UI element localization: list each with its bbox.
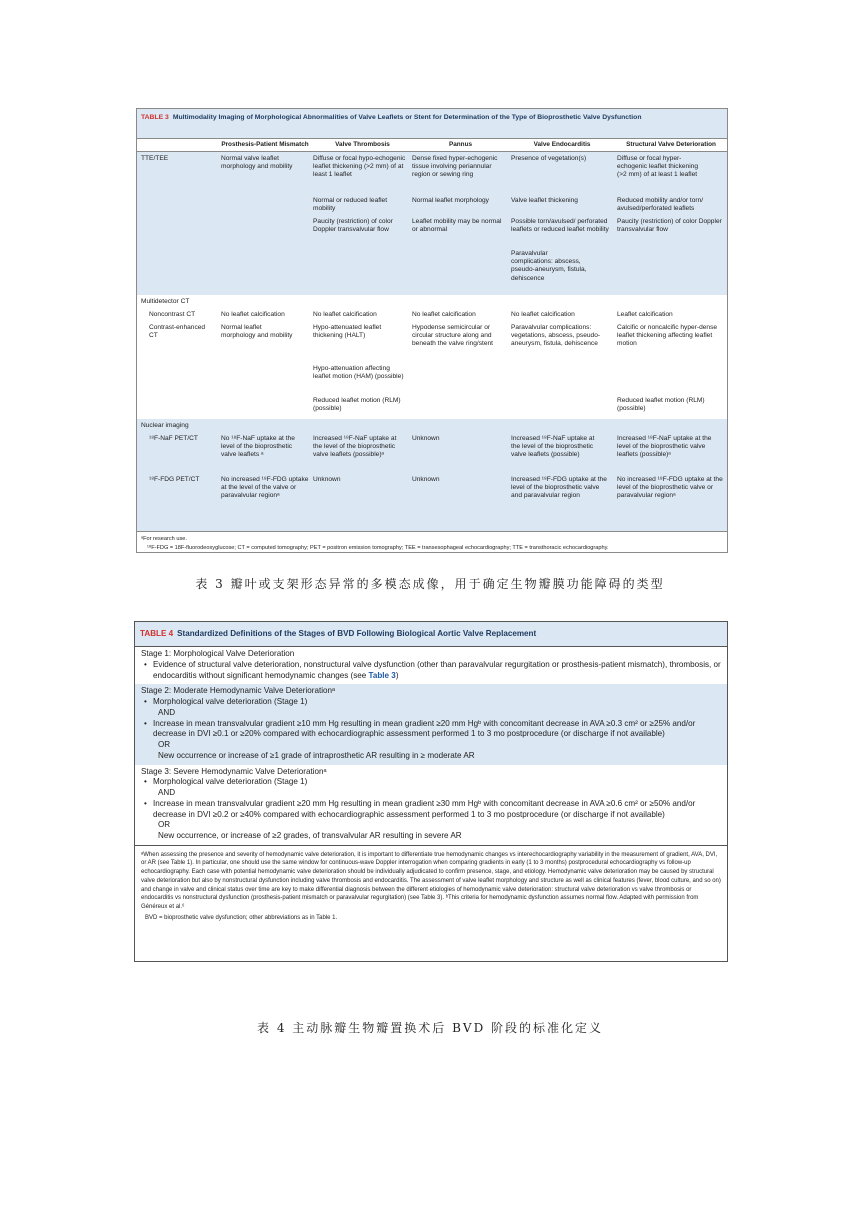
footnote: BVD = bioprosthetic valve dysfunction; other abbreviations as in Table 1. (145, 914, 338, 921)
cell: Leaflet calcification (617, 311, 673, 318)
section-nuclear-imaging: Nuclear imaging (141, 422, 189, 429)
table-4-chinese-caption: 表 4 主动脉瓣生物瓣置换术后 BVD 阶段的标准化定义 (257, 1021, 603, 1035)
col-header-svd: Structural Valve Deterioration (626, 141, 716, 148)
stage-3-bullet: • Morphological valve deterioration (Stage 1) (141, 777, 721, 788)
cell: No increased ¹⁸F-FDG uptake at the level of the bioprosthetic valve or paravalvular regionᵃ (617, 476, 723, 500)
cell: Valve leaflet thickening (511, 197, 578, 204)
row-label-noncontrast-ct: Noncontrast CT (149, 311, 196, 318)
cell: Unknown (313, 476, 341, 483)
cell: No increased ¹⁸F-FDG uptake at the level of the valve or paravalvular regionᵃ (221, 476, 309, 500)
table-4-label: TABLE 4 (140, 629, 174, 638)
cell: Normal or reduced leaflet mobility (313, 197, 388, 213)
table-3-caption (137, 109, 727, 139)
stage-2-title: Stage 2: Moderate Hemodynamic Valve Deteriorationᵃ (141, 686, 336, 696)
cell: Normal valve leaflet morphology and mobility (221, 155, 293, 171)
table-3-chinese-caption: 表 3 瓣叶或支架形态异常的多模态成像，用于确定生物瓣膜功能障碍的类型 (195, 577, 665, 591)
stage-2-or: OR (158, 740, 171, 749)
cell: Presence of vegetation(s) (511, 155, 587, 162)
cell: Increased ¹⁸F-NaF uptake at the level of the bioprosthetic valve leaflets (possible)ᵃ (313, 435, 397, 459)
table-4-footnotes (135, 845, 727, 928)
stage-2-ar: New occurrence or increase of ≥1 grade of intraprosthetic AR resulting in ≥ moderate AR (158, 750, 475, 760)
stage-2-bullet: • Morphological valve deterioration (Stage 1) (141, 697, 721, 708)
cell: No leaflet calcification (511, 311, 575, 318)
col-header-endocarditis: Valve Endocarditis (533, 141, 591, 148)
cell: Increased ¹⁸F-NaF uptake at the level of the bioprosthetic valve leaflets (possible) (511, 435, 595, 459)
stage-2-and: AND (158, 707, 176, 717)
table-4-title: Standardized Definitions of the Stages of BVD Following Biological Aortic Valve Replacement (177, 629, 537, 638)
cell: Diffuse or focal hyper-echogenic leaflet thickening (>2 mm) of at least 1 leaflet (617, 155, 699, 179)
table-3-label: TABLE 3 (141, 114, 169, 121)
stage-3-or: OR (158, 820, 171, 830)
cell: Diffuse or focal hypo-echogenic leaflet thickening (>2 mm) of at least 1 leaflet (313, 155, 406, 179)
table-4-caption (135, 622, 727, 647)
cell: Paucity (restriction) of color Doppler transvalvular flow (617, 218, 722, 234)
stage-3 (135, 765, 727, 845)
table-3-footnotes (137, 531, 727, 553)
cell: Unknown (412, 435, 440, 442)
cell: Paravalvular complications: abscess, pseudo-aneurysm, fistula, dehiscence (511, 250, 587, 282)
cell: Hypo-attenuation affecting leaflet motion (HAM) (possible) (313, 365, 404, 381)
footnote: ᵃWhen assessing the presence and severity of hemodynamic valve deterioration, it is important to differentiate true hemodynamic changes vs interechocardiography variability in the measurement of gradient, AVA, DVI, or AR (see Table 1). In particular, one should use the same window for continuous-wave Doppler interrogation when comparing gradients in early (1 to 3 months) postprocedural echocardiography vs follow-up echocardiography. Each case with potential hemodynamic valve deterioration should be individually adjudicated to confirm presence, stage, and etiology. Hemodynamic valve deterioration may be caused by structural valve deterioration but also by nonstructural dysfunction including valve thrombosis and endocarditis. The assessment of valve leaflet morphology and structure as well as clinical features (fever, blood culture, and so on) and change in valve and clinical status over time are key to make differential diagnosis between the different etiologies of hemodynamic valve deterioration: structural valve deterioration vs valve thrombosis or endocarditis vs nonstructural dysfunction (prosthesis-patient mismatch or paravalvular regurgitation) (see Table 3). ᵇThis criteria for hemodynamic dysfunction assumes normal flow. Adapted with permission from Généreux et al.⁶ (141, 851, 721, 910)
col-header-ppm: Prosthesis-Patient Mismatch (221, 141, 309, 148)
table-3-link[interactable]: Table 3 (368, 670, 396, 680)
table-3-header-row (137, 139, 727, 152)
stage-3-title: Stage 3: Severe Hemodynamic Valve Deteriorationᵃ (141, 766, 327, 776)
nuclear-band (137, 419, 727, 531)
row-label-contrast-ct: Contrast-enhanced CT (149, 324, 206, 340)
cell: Unknown (412, 476, 440, 483)
stage-1 (135, 647, 727, 684)
row-label-tte: TTE/TEE (141, 155, 169, 162)
stage-1-title: Stage 1: Morphological Valve Deterioration (141, 649, 295, 658)
col-header-thrombosis: Valve Thrombosis (335, 141, 390, 148)
cell: Hypo-attenuated leaflet thickening (HALT) (313, 324, 382, 340)
cell: Possible torn/avulsed/ perforated leaflets or reduced leaflet mobility (511, 218, 609, 234)
col-header-pannus: Pannus (448, 141, 473, 148)
stage-3-bullet: • Increase in mean transvalvular gradient ≥20 mm Hg resulting in mean gradient ≥30 mm Hgᵇ with concomitant decrease in AVA ≥0.6 cm² or ≥50% and/or decrease in DVI ≥0.2 or ≥40% compared with echocardiographic assessment performed 1 to 3 mo postprocedure (or discharge if not available) (141, 799, 721, 821)
cell: No ¹⁸F-NaF uptake at the level of the bioprosthetic valve leaflets ᵃ (221, 435, 295, 459)
cell: No leaflet calcification (412, 311, 476, 318)
cell: Calcific or noncalcific hyper-dense leaflet thickening affecting leaflet motion (617, 324, 718, 348)
row-label-fdg-pet: ¹⁸F-FDG PET/CT (149, 476, 200, 483)
stage-1-bullet: • Evidence of structural valve deterioration, nonstructural valve dysfunction (other than paravalvular regurgitation or prosthesis-patient mismatch), thrombosis, or endocarditis without significant hemodynamic changes (see Table 3) (141, 660, 721, 682)
footnote: ᵃFor research use. (141, 536, 187, 542)
stage-3-ar: New occurrence, or increase of ≥2 grades, of transvalvular AR resulting in severe AR (158, 831, 462, 840)
cell: Increased ¹⁸F-FDG uptake at the level of the bioprosthetic valve and paravalvular region (511, 476, 607, 500)
ct-band (137, 295, 727, 419)
table-3-title: Multimodality Imaging of Morphological Abnormalities of Valve Leaflets or Stent for Determination of the Type of Bioprosthetic Valve Dysfunction (172, 114, 642, 121)
cell: Normal leaflet morphology (412, 197, 489, 204)
cell: Reduced mobility and/or torn/ avulsed/perforated leaflets (617, 197, 704, 213)
cell: Reduced leaflet motion (RLM) (possible) (313, 397, 401, 413)
row-label-naf-pet: ¹⁸F-NaF PET/CT (149, 435, 198, 442)
cell: Hypodense semicircular or circular structure along and beneath the valve ring/stent (412, 324, 494, 348)
cell: Increased ¹⁸F-NaF uptake at the level of the bioprosthetic valve leaflets (possible)ᵃ (617, 435, 712, 459)
section-multidetector-ct: Multidetector CT (141, 298, 190, 305)
cell: Leaflet mobility may be normal or abnormal (412, 218, 502, 234)
footnote: ¹⁸F-FDG = 18F-fluorodeoxyglucose; CT = computed tomography; PET = positron emission tomography; TEE = transesophageal echocardiography; TTE = transthoracic echocardiography. (147, 545, 609, 551)
table-3 (136, 108, 728, 553)
cell: No leaflet calcification (221, 311, 285, 318)
cell: Paucity (restriction) of color Doppler transvalvular flow (313, 218, 393, 234)
stage-2 (135, 684, 727, 764)
cell: Reduced leaflet motion (RLM) (possible) (617, 397, 705, 413)
cell: Normal leaflet morphology and mobility (221, 324, 293, 340)
cell: Paravalvular complications: vegetations, abscess, pseudo-aneurysm, fistula, dehiscence (511, 324, 601, 348)
table-4 (134, 621, 728, 962)
stage-2-bullet: • Increase in mean transvalvular gradient ≥10 mm Hg resulting in mean gradient ≥20 mm Hgᵇ with concomitant decrease in AVA ≥0.3 cm² or ≥25% and/or decrease in DVI ≥0.1 or ≥20% compared with echocardiographic assessment performed 1 to 3 mo postprocedure (or discharge if not available) (141, 719, 721, 741)
cell: Dense fixed hyper-echogenic tissue involving periannular region or sewing ring (412, 155, 498, 179)
stage-3-and: AND (158, 788, 176, 797)
tte-band (137, 152, 727, 295)
cell: No leaflet calcification (313, 311, 377, 318)
